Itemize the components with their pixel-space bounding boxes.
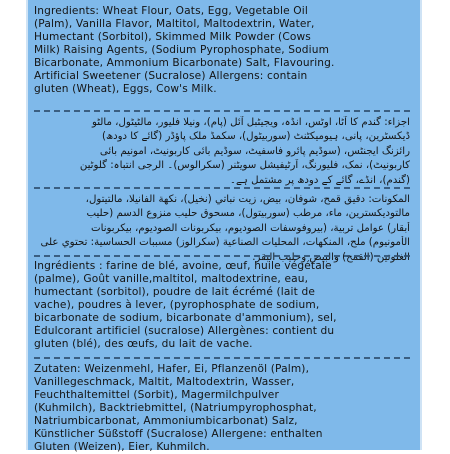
german-ingredients bbox=[34, 363, 410, 454]
french-line: gluten (blé), des œufs, du lait de vache. bbox=[34, 338, 253, 350]
english-ingredients bbox=[34, 5, 410, 96]
arabic-line: الغلوتين (القمح) والبيض وحليب البقر. bbox=[252, 251, 410, 263]
english-line: Milk) Raising Agents, (Sodium Pyrophosphate, Sodium bbox=[34, 44, 330, 56]
arabic-line: أبقار) عوامل تربية، (بيروفوسفات الصوديوم، بيكربونات الصوديوم، بيكربونات bbox=[91, 222, 410, 234]
english-line: gluten (Wheat), Eggs, Cow's Milk. bbox=[34, 83, 217, 95]
section-divider bbox=[34, 255, 410, 257]
english-line: Ingredients: Wheat Flour, Oats, Egg, Vegetable Oil bbox=[34, 5, 308, 17]
german-line: Künstlicher Süßstoff (Sucralose) Allergene: enthalten bbox=[34, 428, 323, 440]
arabic-line: مالتوديكسترين، ماء، مرطب (سوربيتول)، مسحوق حليب منزوع الدسم (حليب bbox=[86, 208, 410, 220]
english-line: Bicarbonate, Ammonium Bicarbonate) Salt, Flavouring. bbox=[34, 57, 335, 69]
french-line: humectant (sorbitol), poudre de lait écrémé (lait de bbox=[34, 286, 315, 298]
urdu-line: کاربونیٹ)، نمک، فلیورنگ، آرٹیفیشل سویٹنر (سکرالوس)۔ الرجی انتباہ: گلوٹین bbox=[79, 160, 410, 172]
arabic-line: المكونات: دقيق قمح، شوفان، بيض، زيت نباتي (نخيل)، نكهة الفانيلا، مالتيتول، bbox=[85, 194, 410, 205]
french-line: (palme), Goût vanille,maltitol, maltodextrine, eau, bbox=[34, 273, 309, 285]
english-line: Humectant (Sorbitol), Skimmed Milk Powder (Cows bbox=[34, 31, 311, 43]
urdu-line: ڈیکسٹرین، پانی، ہیومیکٹنٹ (سوربیٹول)، سکمڈ ملک پاؤڈر (گائے کا دودھ) bbox=[101, 131, 410, 143]
urdu-line: رائزنگ ایجنٹس، (سوڈیم پائرو فاسفیٹ، سوڈیم بائی کاربونیٹ، امونیم بائی bbox=[99, 145, 410, 157]
arabic-line: الأمونيوم) ملح، المنكهات، المحليات الصناعية (سكرالوز) مسببات الحساسية: تحتوي على bbox=[40, 237, 410, 249]
urdu-line: اجزاء: گندم کا آٹا، اوٹس، انڈہ، ویجیٹبل آئل (پام)، ونیلا فلیور، مالٹیٹول، مالٹو bbox=[91, 117, 410, 128]
german-line: Natriumbicarbonat, Ammoniumbicarbonat) Salz, bbox=[34, 415, 298, 427]
german-line: Vanillegeschmack, Maltit, Maltodextrin, Wasser, bbox=[34, 376, 295, 388]
german-line: Feuchthaltemittel (Sorbit), Magermilchpulver bbox=[34, 389, 279, 401]
ingredients-panel bbox=[26, 0, 422, 453]
french-line: vache), poudres à lever, (pyrophosphate de sodium, bbox=[34, 299, 320, 311]
section-divider bbox=[34, 357, 410, 359]
french-line: Ingrédients : farine de blé, avoine, œuf, huile végétale bbox=[34, 260, 332, 272]
section-divider bbox=[34, 110, 410, 112]
section-divider bbox=[34, 187, 410, 189]
english-line: Artificial Sweetener (Sucralose) Allergens: contain bbox=[34, 70, 308, 82]
german-line: Zutaten: Weizenmehl, Hafer, Ei, Pflanzenöl (Palm), bbox=[34, 363, 310, 375]
french-ingredients bbox=[34, 260, 410, 351]
german-line: (Kuhmilch), Backtriebmittel, (Natriumpyrophosphat, bbox=[34, 402, 317, 414]
french-line: bicarbonate de sodium, bicarbonate d'ammonium), sel, bbox=[34, 312, 337, 324]
english-line: (Palm), Vanilla Flavor, Maltitol, Maltodextrin, Water, bbox=[34, 18, 315, 30]
french-line: Édulcorant artificiel (sucralose) Allergènes: contient du bbox=[34, 325, 335, 337]
urdu-ingredients bbox=[34, 116, 410, 188]
urdu-line: (گندم)، انڈے، گائے کے دودھ پر مشتمل ہے۔ bbox=[229, 174, 410, 186]
german-line: Gluten (Weizen), Eier, Kuhmilch. bbox=[34, 441, 210, 453]
